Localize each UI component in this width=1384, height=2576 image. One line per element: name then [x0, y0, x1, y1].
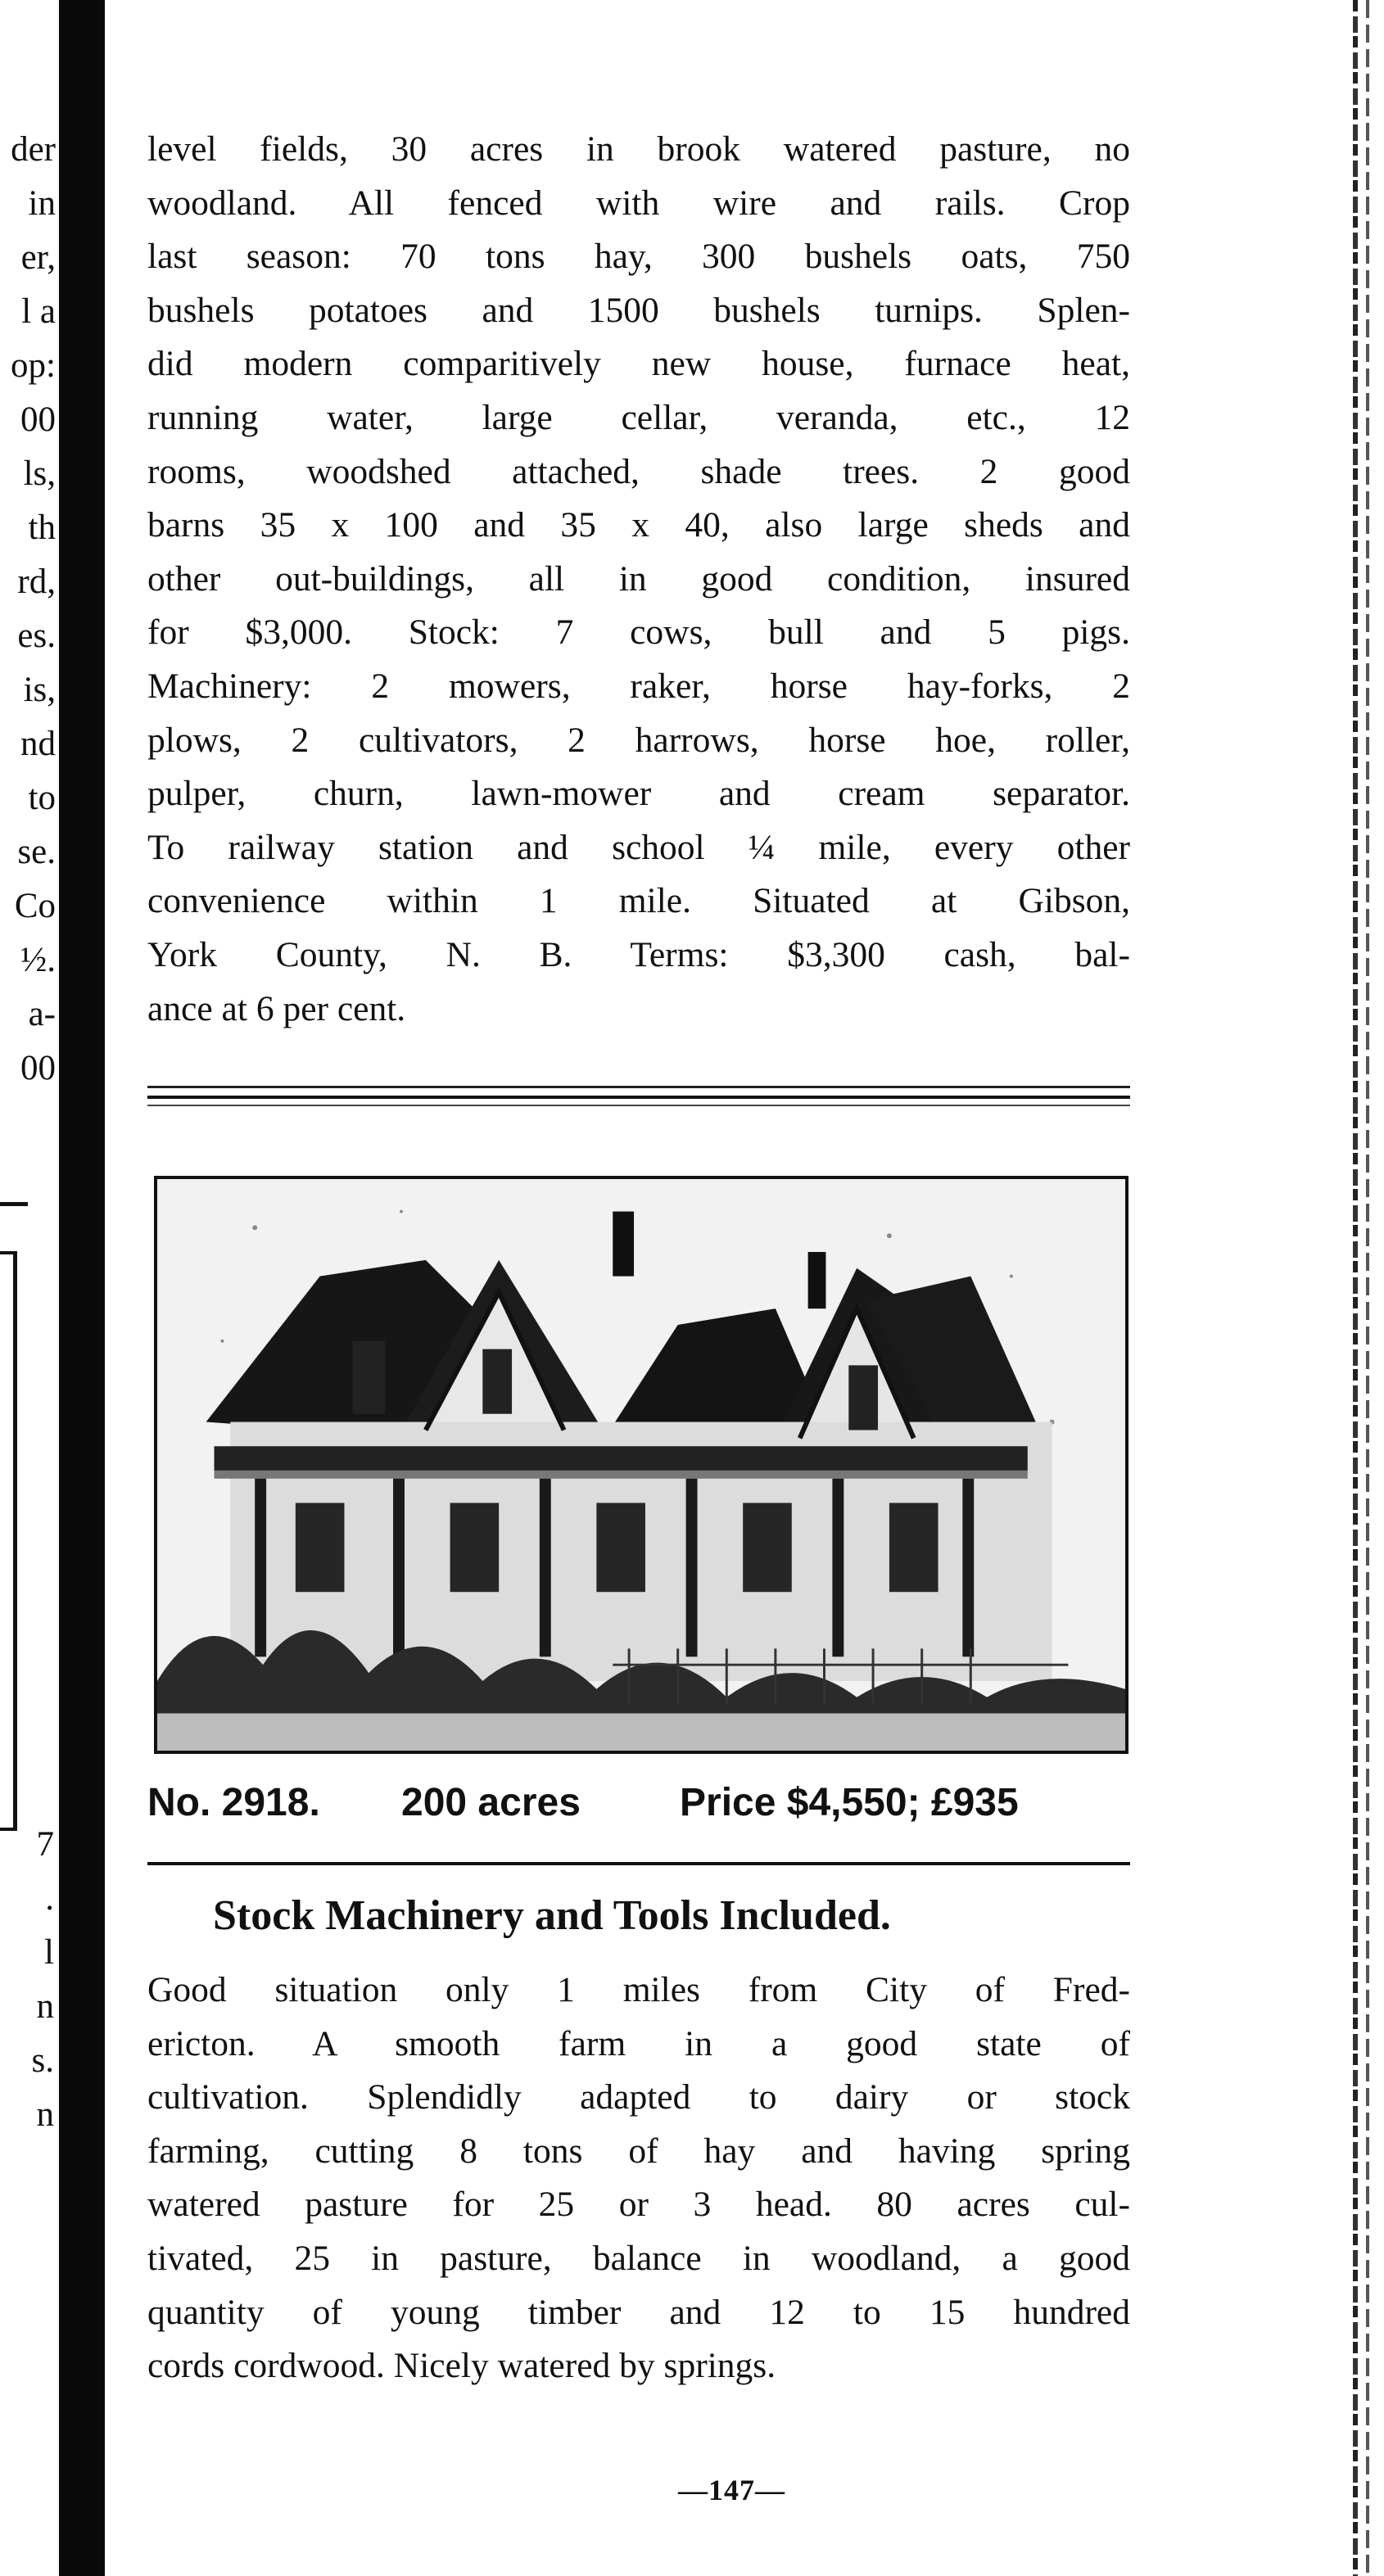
left-fragment: l: [44, 1933, 54, 1972]
left-fragment: th: [28, 508, 56, 547]
left-fragment: Co: [14, 887, 56, 925]
text-line: cultivation. Splendidly adapted to dairy or stock: [147, 2077, 1130, 2117]
text-line: To railway station and school ¼ mile, every other: [147, 827, 1130, 867]
left-fragment: is,: [23, 671, 56, 709]
left-fragment: es.: [17, 617, 56, 655]
left-fragment: a-: [28, 995, 56, 1033]
text-line: other out-buildings, all in good condition, insured: [147, 558, 1130, 599]
left-fragment: rd,: [17, 563, 56, 601]
left-fragment: 00: [20, 1049, 56, 1087]
left-fragment: se.: [17, 833, 56, 871]
caption-rule: [147, 1862, 1130, 1865]
section-double-rule: [147, 1086, 1130, 1106]
text-line: farming, cutting 8 tons of hay and having spring: [147, 2131, 1130, 2171]
text-line: for $3,000. Stock: 7 cows, bull and 5 pigs.: [147, 612, 1130, 653]
binding-gutter: [59, 0, 105, 2576]
listing-heading: Stock Machinery and Tools Included.: [213, 1892, 891, 1939]
page-number: —147—: [678, 2474, 785, 2506]
left-fragment: er,: [20, 238, 56, 277]
left-fragment: 7: [36, 1825, 54, 1864]
text-line: rooms, woodshed attached, shade trees. 2 good: [147, 451, 1130, 491]
left-fragment: der: [11, 130, 56, 169]
text-line: Good situation only 1 miles from City of Fred-: [147, 1970, 1130, 2009]
left-fragment: to: [28, 779, 56, 817]
text-line: convenience within 1 mile. Situated at Gibson,: [147, 881, 1130, 921]
left-column-rule: [0, 1202, 28, 1206]
text-line: Machinery: 2 mowers, raker, horse hay-forks, 2: [147, 666, 1130, 706]
left-fragment: .: [45, 1879, 54, 1918]
farmhouse-illustration: [157, 1179, 1125, 1751]
left-fragment: s.: [31, 2041, 54, 2080]
text-line: watered pasture for 25 or 3 head. 80 acres cul-: [147, 2185, 1130, 2225]
text-line: running water, large cellar, veranda, etc., 12: [147, 397, 1130, 437]
text-line: pulper, churn, lawn-mower and cream separator.: [147, 774, 1130, 814]
left-fragment: ½.: [20, 941, 56, 979]
upper-paragraph: [147, 123, 1130, 1036]
text-line: York County, N. B. Terms: $3,300 cash, bal-: [147, 934, 1130, 974]
text-line: cords cordwood. Nicely watered by springs.: [147, 2346, 776, 2386]
text-line: barns 35 x 100 and 35 x 40, also large sheds and: [147, 505, 1130, 545]
left-column-frame: [0, 1251, 17, 1831]
listing-number: No. 2918.: [147, 1781, 320, 1824]
text-line: plows, 2 cultivators, 2 harrows, horse hoe, roller,: [147, 720, 1130, 760]
text-line: last season: 70 tons hay, 300 bushels oats, 750: [147, 237, 1130, 277]
listing-caption: [147, 1780, 1130, 1837]
text-line: bushels potatoes and 1500 bushels turnips. Splen-: [147, 290, 1130, 330]
farmhouse-photo: [154, 1176, 1128, 1754]
lower-paragraph: [147, 1964, 1130, 2393]
text-line: did modern comparitively new house, furnace heat,: [147, 344, 1130, 384]
left-fragment: n: [36, 1987, 54, 2026]
right-margin-border-2: [1366, 0, 1369, 2576]
left-fragment: ls,: [23, 454, 56, 493]
text-line: ance at 6 per cent.: [147, 988, 406, 1028]
listing-acres: 200 acres: [401, 1781, 581, 1824]
left-fragment: in: [28, 184, 56, 223]
text-line: tivated, 25 in pasture, balance in woodland, a good: [147, 2238, 1130, 2278]
text-line: quantity of young timber and 12 to 15 hundred: [147, 2292, 1130, 2332]
left-fragment: op:: [11, 346, 56, 385]
left-fragment: n: [36, 2095, 54, 2134]
left-fragment: 00: [20, 400, 56, 439]
text-line: ericton. A smooth farm in a good state of: [147, 2023, 1130, 2063]
left-fragment: nd: [20, 725, 56, 763]
text-line: level fields, 30 acres in brook watered pasture, no: [147, 129, 1130, 169]
right-margin-border: [1353, 0, 1358, 2576]
text-line: woodland. All fenced with wire and rails. Crop: [147, 183, 1130, 223]
left-fragment: l a: [21, 292, 56, 331]
listing-price: Price $4,550; £935: [680, 1781, 1019, 1824]
